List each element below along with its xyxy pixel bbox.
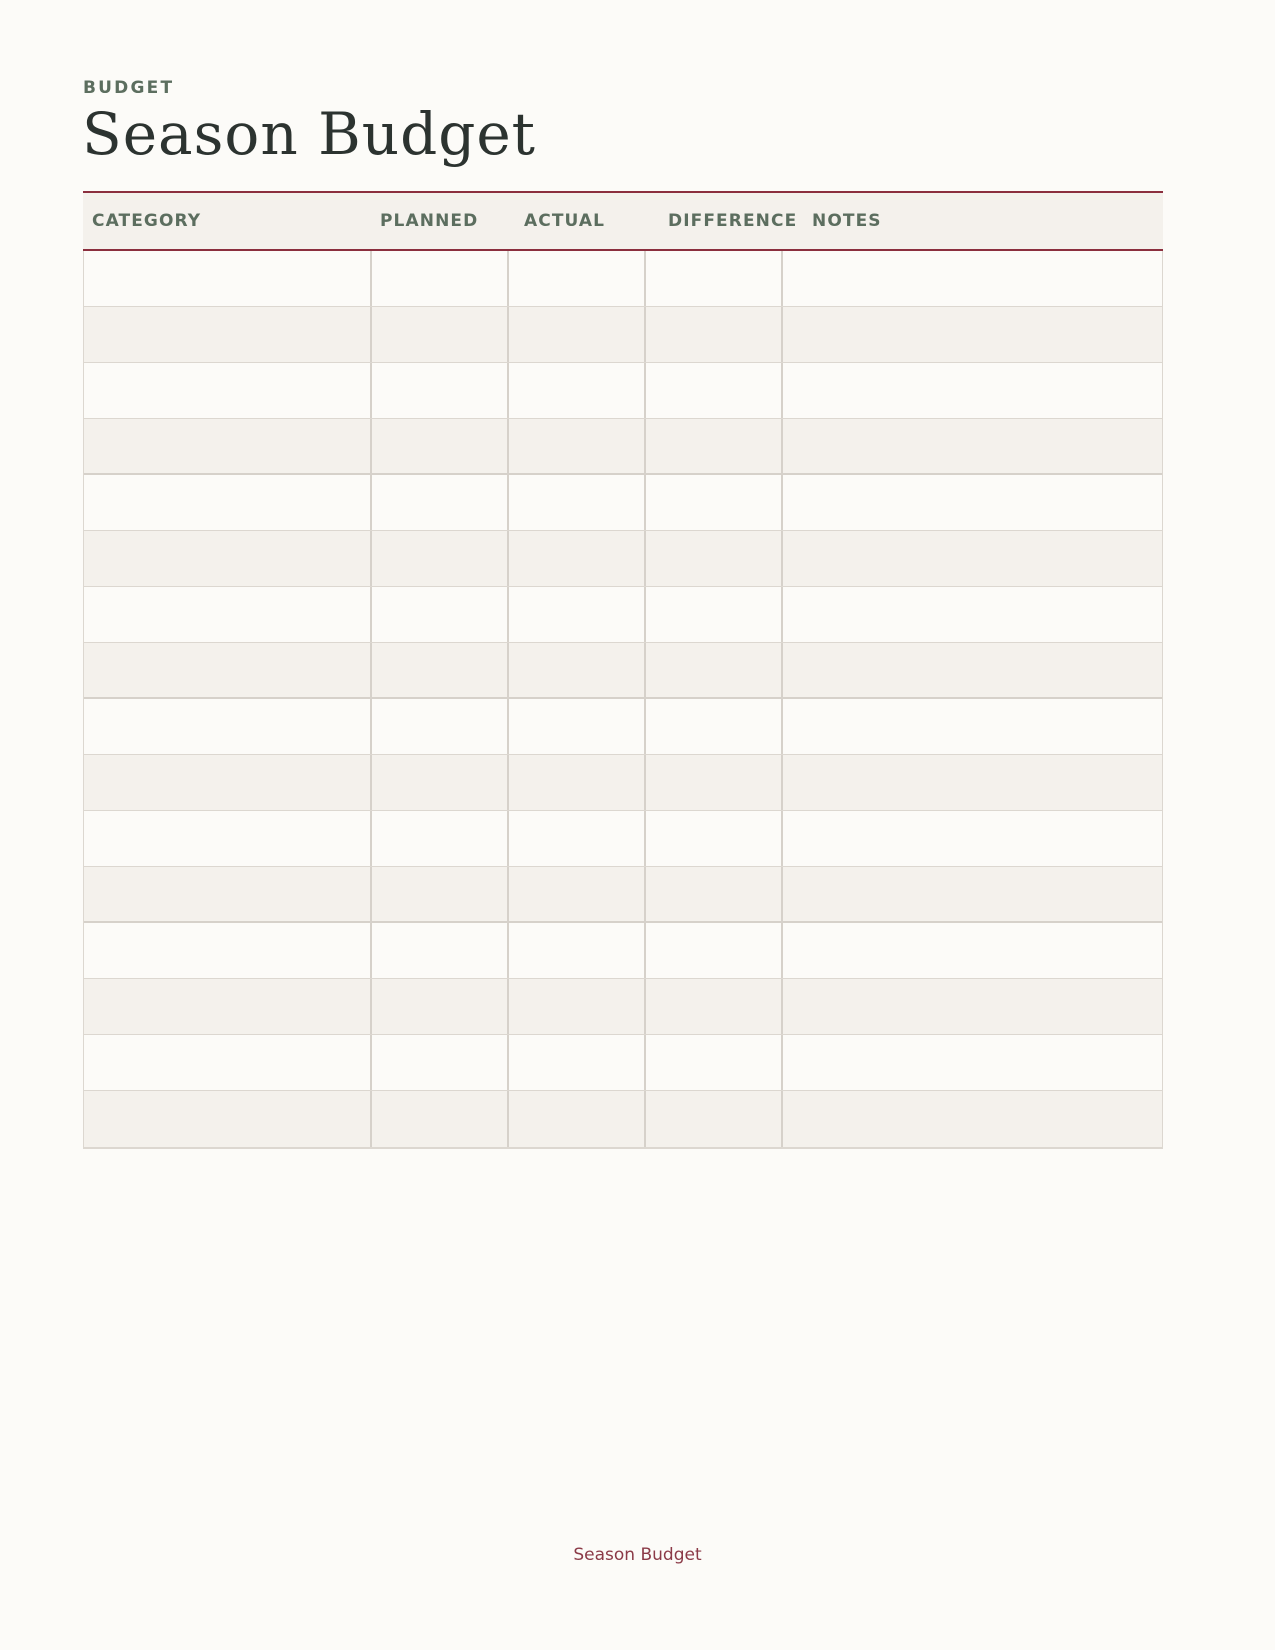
- table-cell-notes[interactable]: [783, 923, 1162, 978]
- table-cell-actual[interactable]: [509, 475, 646, 530]
- table-cell-difference[interactable]: [646, 363, 783, 418]
- table-cell-difference[interactable]: [646, 867, 783, 921]
- table-cell-actual[interactable]: [509, 1091, 646, 1147]
- table-cell-category[interactable]: [84, 531, 372, 586]
- table-cell-actual[interactable]: [509, 1035, 646, 1090]
- table-row: [84, 923, 1162, 979]
- table-cell-category[interactable]: [84, 699, 372, 754]
- table-cell-difference[interactable]: [646, 643, 783, 697]
- table-cell-actual[interactable]: [509, 587, 646, 642]
- eyebrow-label: BUDGET: [83, 78, 175, 98]
- table-cell-notes[interactable]: [783, 811, 1162, 866]
- table-cell-planned[interactable]: [372, 475, 509, 530]
- table-cell-category[interactable]: [84, 307, 372, 362]
- table-cell-category[interactable]: [84, 419, 372, 473]
- table-cell-notes[interactable]: [783, 531, 1162, 586]
- table-row: [84, 755, 1162, 811]
- table-cell-planned[interactable]: [372, 251, 509, 306]
- table-cell-difference[interactable]: [646, 475, 783, 530]
- table-cell-category[interactable]: [84, 867, 372, 921]
- table-cell-planned[interactable]: [372, 419, 509, 473]
- table-cell-notes[interactable]: [783, 979, 1162, 1034]
- table-cell-planned[interactable]: [372, 1091, 509, 1147]
- table-row: [84, 811, 1162, 867]
- table-cell-notes[interactable]: [783, 699, 1162, 754]
- table-cell-notes[interactable]: [783, 307, 1162, 362]
- table-cell-planned[interactable]: [372, 363, 509, 418]
- table-cell-category[interactable]: [84, 643, 372, 697]
- table-cell-actual[interactable]: [509, 923, 646, 978]
- table-cell-notes[interactable]: [783, 475, 1162, 530]
- table-cell-notes[interactable]: [783, 1091, 1162, 1147]
- table-cell-difference[interactable]: [646, 1091, 783, 1147]
- table-row: [84, 475, 1162, 531]
- table-row: [84, 363, 1162, 419]
- table-cell-category[interactable]: [84, 363, 372, 418]
- table-cell-difference[interactable]: [646, 307, 783, 362]
- table-cell-planned[interactable]: [372, 979, 509, 1034]
- table-body: [83, 251, 1163, 1149]
- table-cell-difference[interactable]: [646, 1035, 783, 1090]
- table-cell-actual[interactable]: [509, 811, 646, 866]
- table-cell-planned[interactable]: [372, 531, 509, 586]
- table-cell-category[interactable]: [84, 923, 372, 978]
- table-row: [84, 307, 1162, 363]
- table-row: [84, 867, 1162, 923]
- table-header-row: [83, 193, 1163, 249]
- table-cell-difference[interactable]: [646, 811, 783, 866]
- table-cell-difference[interactable]: [646, 587, 783, 642]
- table-cell-difference[interactable]: [646, 419, 783, 473]
- table-cell-actual[interactable]: [509, 979, 646, 1034]
- table-row: [84, 251, 1162, 307]
- table-row: [84, 1091, 1162, 1147]
- table-row: [84, 531, 1162, 587]
- page-title: Season Budget: [82, 100, 536, 168]
- table-cell-planned[interactable]: [372, 923, 509, 978]
- table-cell-difference[interactable]: [646, 699, 783, 754]
- table-row: [84, 699, 1162, 755]
- column-header-planned: PLANNED: [380, 211, 479, 231]
- table-cell-notes[interactable]: [783, 1035, 1162, 1090]
- table-cell-planned[interactable]: [372, 699, 509, 754]
- table-cell-planned[interactable]: [372, 1035, 509, 1090]
- table-cell-difference[interactable]: [646, 979, 783, 1034]
- column-header-category: CATEGORY: [92, 211, 202, 231]
- table-cell-planned[interactable]: [372, 307, 509, 362]
- table-cell-actual[interactable]: [509, 643, 646, 697]
- table-cell-notes[interactable]: [783, 419, 1162, 473]
- table-cell-actual[interactable]: [509, 867, 646, 921]
- table-row: [84, 587, 1162, 643]
- table-cell-actual[interactable]: [509, 363, 646, 418]
- table-cell-actual[interactable]: [509, 531, 646, 586]
- table-cell-category[interactable]: [84, 755, 372, 810]
- table-cell-notes[interactable]: [783, 251, 1162, 306]
- table-row: [84, 419, 1162, 475]
- table-cell-planned[interactable]: [372, 755, 509, 810]
- table-row: [84, 979, 1162, 1035]
- column-header-actual: ACTUAL: [524, 211, 606, 231]
- table-cell-planned[interactable]: [372, 587, 509, 642]
- table-cell-notes[interactable]: [783, 755, 1162, 810]
- table-cell-planned[interactable]: [372, 643, 509, 697]
- budget-table: [83, 191, 1163, 1149]
- table-cell-actual[interactable]: [509, 307, 646, 362]
- table-cell-category[interactable]: [84, 1091, 372, 1147]
- table-cell-notes[interactable]: [783, 643, 1162, 697]
- table-cell-difference[interactable]: [646, 755, 783, 810]
- table-cell-actual[interactable]: [509, 251, 646, 306]
- table-cell-category[interactable]: [84, 1035, 372, 1090]
- table-cell-notes[interactable]: [783, 867, 1162, 921]
- table-row: [84, 643, 1162, 699]
- table-cell-difference[interactable]: [646, 251, 783, 306]
- table-row: [84, 1035, 1162, 1091]
- table-cell-category[interactable]: [84, 587, 372, 642]
- column-header-difference: DIFFERENCE: [668, 211, 798, 231]
- table-cell-actual[interactable]: [509, 755, 646, 810]
- table-cell-actual[interactable]: [509, 419, 646, 473]
- table-cell-notes[interactable]: [783, 363, 1162, 418]
- table-cell-category[interactable]: [84, 811, 372, 866]
- table-cell-difference[interactable]: [646, 531, 783, 586]
- table-cell-category[interactable]: [84, 979, 372, 1034]
- table-cell-planned[interactable]: [372, 867, 509, 921]
- column-header-notes: NOTES: [812, 211, 882, 231]
- table-cell-category[interactable]: [84, 251, 372, 306]
- table-cell-category[interactable]: [84, 475, 372, 530]
- table-cell-planned[interactable]: [372, 811, 509, 866]
- table-cell-notes[interactable]: [783, 587, 1162, 642]
- footer-text: Season Budget: [573, 1545, 702, 1565]
- table-cell-difference[interactable]: [646, 923, 783, 978]
- table-cell-actual[interactable]: [509, 699, 646, 754]
